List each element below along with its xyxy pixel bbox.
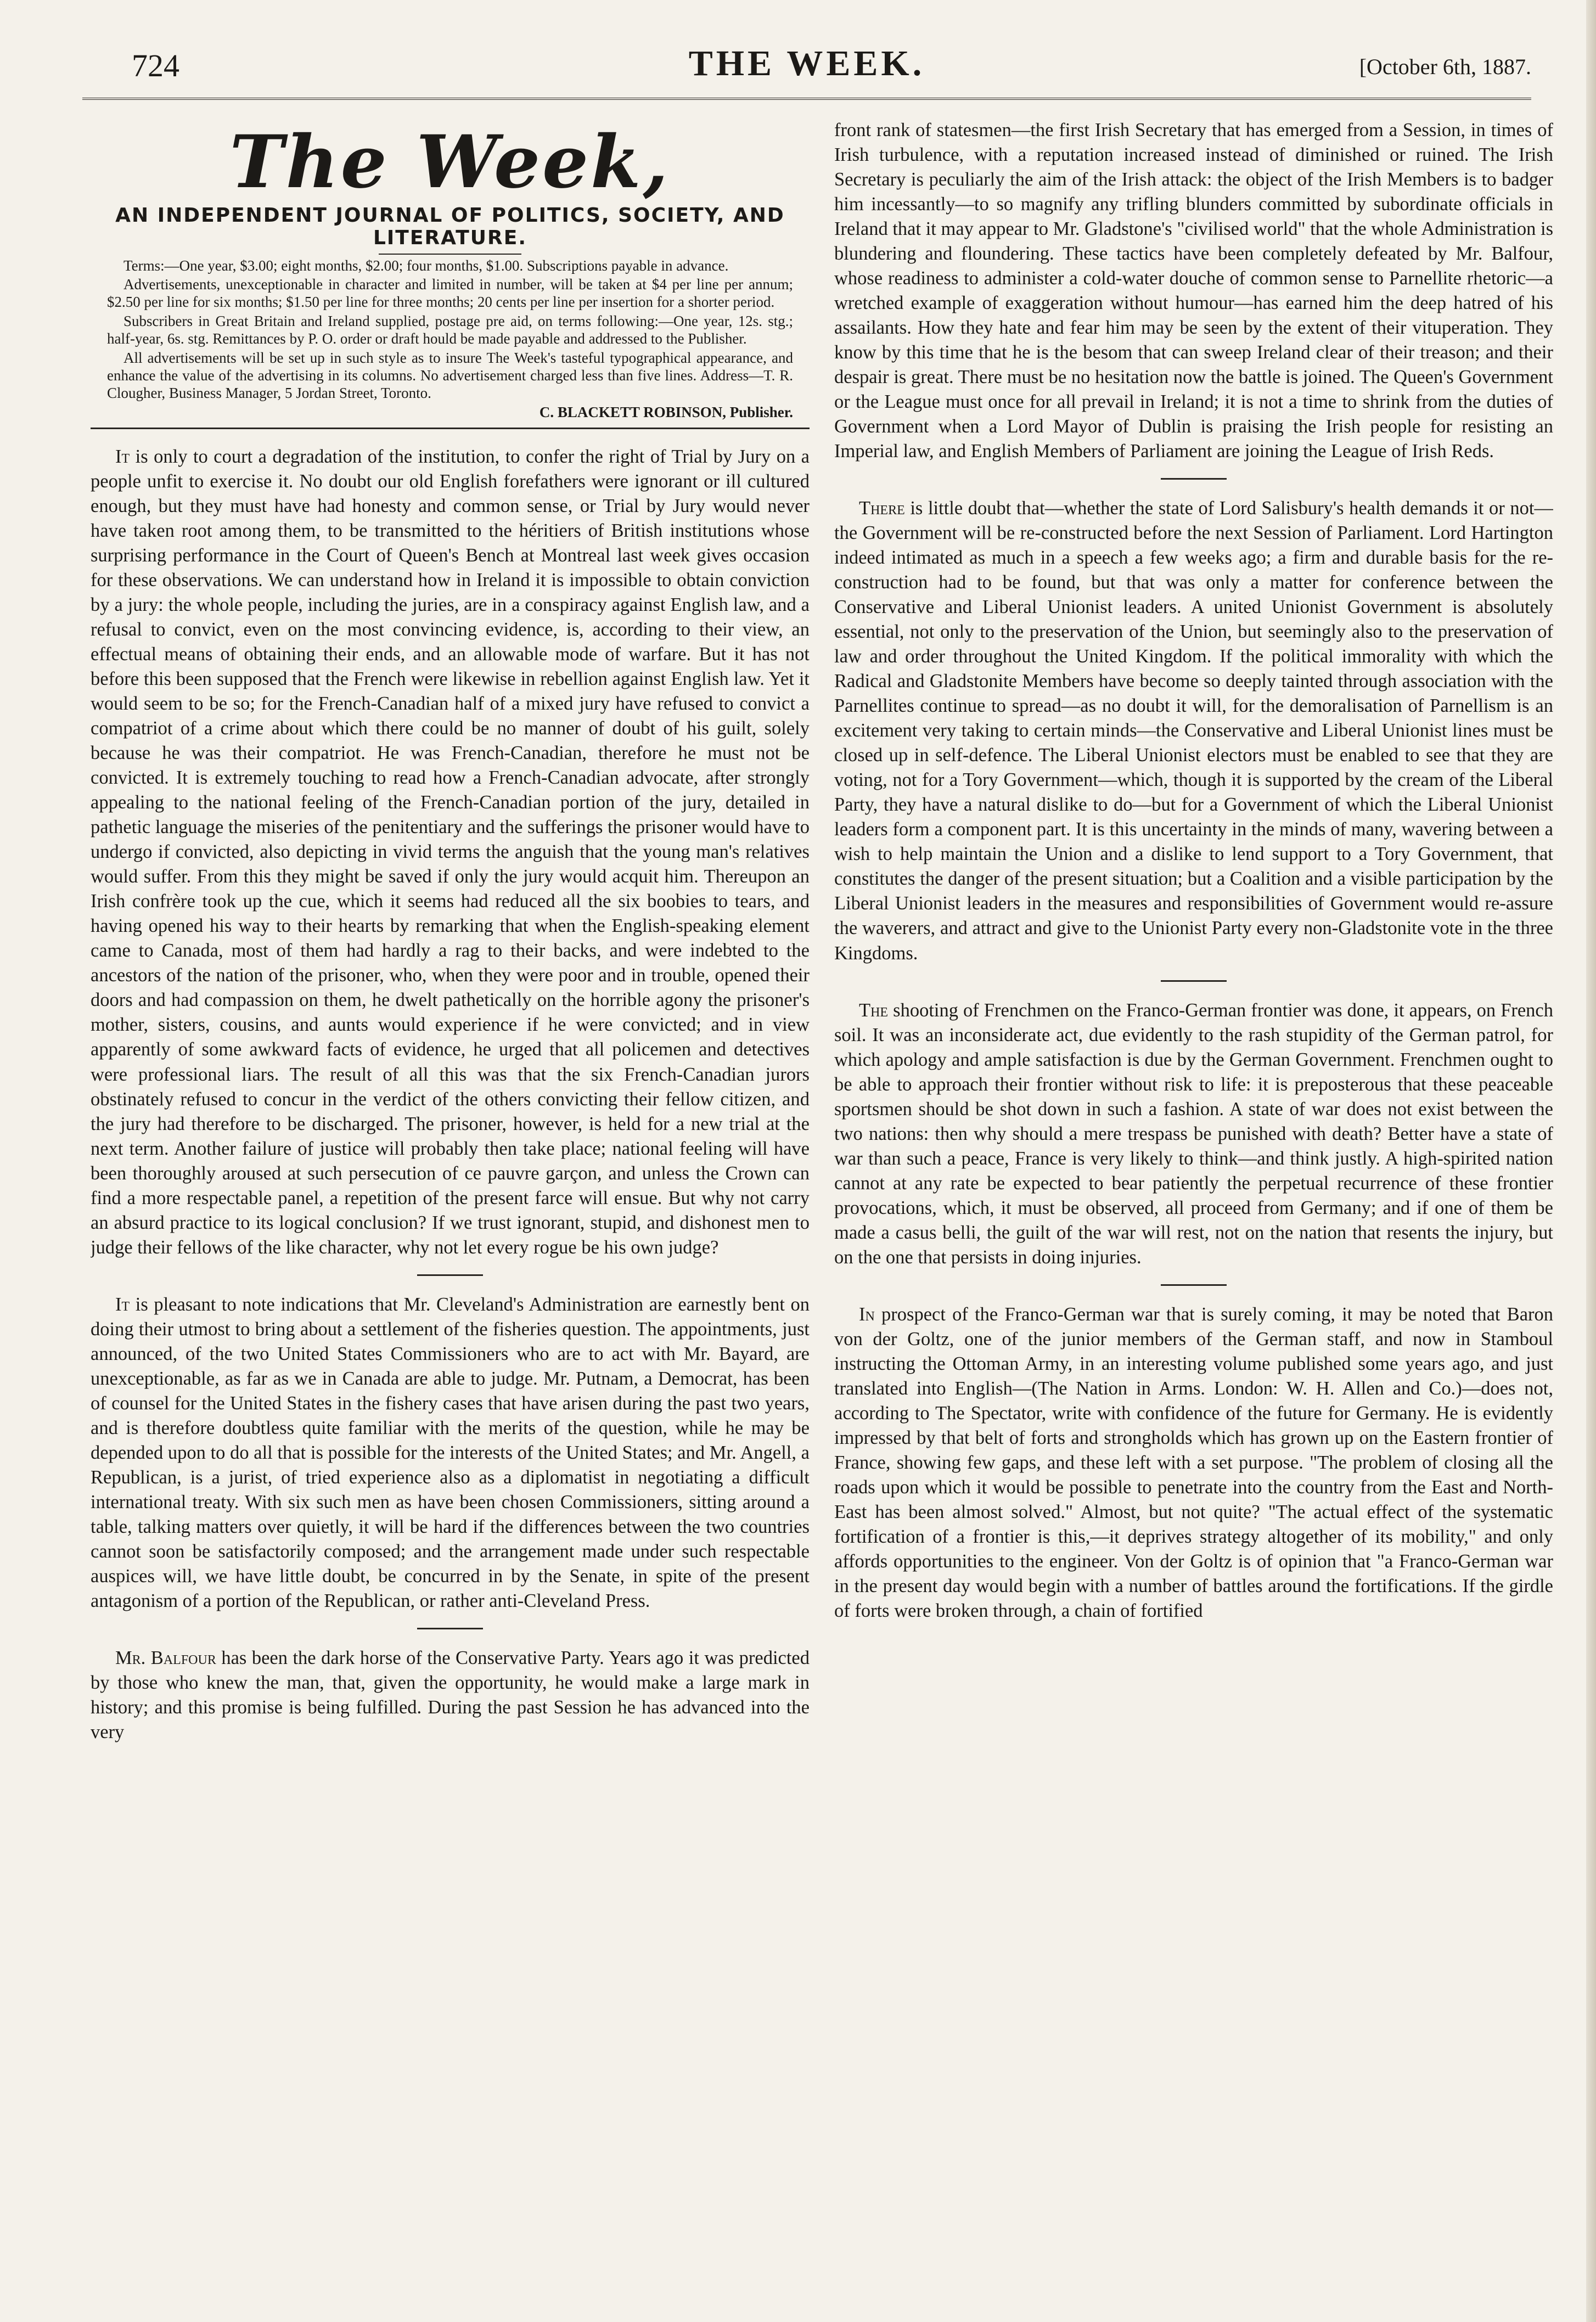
masthead-subtitle: AN INDEPENDENT JOURNAL OF POLITICS, SOCIETY, AND LITERATURE. [115, 204, 785, 249]
article-fisheries [91, 1292, 810, 1613]
running-title: THE WEEK. [688, 43, 925, 83]
article-frontier [834, 998, 1553, 1270]
terms-notice: All advertisements will be set up in such style as to insure The Week's tasteful typographical appearance, and enhance the value of the advertising in its columns. No advertisement charged less than five lines. Address—T. R. Clougher, Business Manager, 5 Jordan Street, Toronto. [107, 349, 793, 402]
article-jury [91, 445, 810, 1260]
article-goltz [834, 1302, 1553, 1623]
article-divider [417, 1274, 483, 1276]
article-lead: There [859, 498, 905, 519]
publisher-name: C. BLACKETT ROBINSON, Publisher. [539, 403, 793, 420]
article-divider [1161, 1284, 1227, 1286]
article-lead: It [115, 1294, 130, 1315]
article-text: shooting of Frenchmen on the Franco-German frontier was done, it appears, on French soil. It was an inconsiderate act, due evidently to the rash stupidity of the German patrol, for which apology and ample satisfaction is due by the German Government. Frenchmen ought to be able to approach their frontier without risk to life: it is preposterous that these peaceable sportsmen should be shot down in such a fashion. A state of war does not exist between the two nations: then why should a mere trespass be punished with death? Better have a state of war than such a peace, France is very likely to think—and think justly. A high-spirited nation cannot at any rate be expected to bear patiently the perpetual recurrence of these frontier provocations, which, it must be observed, all proceed from Germany; and if one of them be made a casus belli, the guilt of the war will rest, not on the nation that resents the injury, but on the one that persists in doing injuries. [834, 999, 1553, 1268]
article-lead: The [859, 999, 889, 1021]
masthead-rule [379, 254, 521, 255]
article-balfour [91, 1646, 810, 1745]
terms-subscription: Terms:—One year, $3.00; eight months, $2.00; four months, $1.00. Subscriptions payable in advance. [123, 257, 729, 274]
masthead [91, 120, 810, 255]
article-text: is pleasant to note indications that Mr. Cleveland's Administration are earnestly bent on doing their utmost to bring about a settlement of the fisheries question. The appointments, just announced, of the two United States Commissioners who are to act with Mr. Bayard, are unexceptionable, as far as we in Canada are able to judge. Mr. Putnam, a Democrat, has been of counsel for the United States in the fishery cases that have arisen during the past two years, and is therefore doubtless quite familiar with the merits of the question, while he may be depended upon to do all that is possible for the interests of the United States; and Mr. Angell, a Republican, is a jurist, of tried experience also as a diplomatist in negotiating a difficult international treaty. With six such men as have been chosen Commissioners, sitting around a table, talking matters over quietly, it will be hard if the differences between the two countries cannot soon be satisfactorily composed; and the arrangement made under such respectable auspices will, we have little doubt, be concurred in by the Senate, in spite of the present antagonism of a portion of the Republican, or rather anti-Cleveland Press. [91, 1294, 810, 1611]
publisher-line [107, 403, 793, 421]
article-government [834, 496, 1553, 965]
article-text: is only to court a degradation of the institution, to confer the right of Trial by Jury on a people unfit to exercise it. No doubt our old English forefathers were ignorant or ill cultured enough, but they must have had honesty and common sense, or Trial by Jury would never have taken root among them, to be transmitted to the héritiers of British institutions whose surprising performance in the Court of Queen's Bench at Montreal last week gives occasion for these observations. We can understand how in Ireland it is impossible to obtain conviction by a jury: the whole people, including the juries, are in a conspiracy against English law, and a refusal to convict, even on the most convincing evidence, is, according to their view, an effectual means of obtaining their ends, and an allowable mode of warfare. But it has not before this been supposed that the French were likewise in rebellion against English law. Yet it would seem to be so; for the French-Canadian half of a mixed jury have refused to convict a compatriot of a crime about which there could be no manner of doubt of his guilt, solely because he was their compatriot. He was French-Canadian, therefore he must not be convicted. It is extremely touching to read how a French-Canadian advocate, after strongly appealing to the national feeling of the French-Canadian portion of the jury, detailed in pathetic language the miseries of the penitentiary and the sufferings the prisoner would have to undergo if convicted, also depicting in vivid terms the anguish that the young man's relatives would suffer. From this they might be saved if only the jury would acquit him. Thereupon an Irish confrère took up the cue, which it seems had reduced all the six boobies to tears, and having opened his way to their hearts by remarking that when the English-speaking element came to Canada, most of them had hardly a rag to their backs, and were indebted to the ancestors of the nation of the prisoner, who, when they were poor and in trouble, opened their doors and had compassion on them, he dwelt pathetically on the horrible agony the prisoner's mother, sisters, cousins, and aunts would experience if he were convicted; and in view apparently of some awkward facts of evidence, he urged that all policemen and detectives were professional liars. The result of all this was that the six French-Canadian jurors obstinately refused to concur in the verdict of the others convicting their fellow citizen, and the jury had therefore to be discharged. The prisoner, however, is held for a new trial at the next term. Another failure of justice will probably then take place; national feeling will have been thoroughly aroused at such persecution of ce pauvre garçon, and unless the Crown can find a more respectable panel, a repetition of the present farce will ensue. But why not carry an absurd practice to its logical conclusion? If we trust ignorant, stupid, and dishonest men to judge their fellows of the like character, why not let every rogue be his own judge? [91, 446, 810, 1258]
page-header [82, 43, 1531, 100]
article-text: is little doubt that—whether the state of Lord Salisbury's health demands it or not—the Government will be re-constructed before the next Session of Parliament. Lord Hartington indeed intimated as much in a speech a few weeks ago; a firm and durable basis for the re-construction had to be found, but that was only a matter for conference between the Conservative and Liberal Unionist leaders. A united Unionist Government is absolutely essential, not only to the preservation of the Union, but seemingly also to the preservation of law and order throughout the United Kingdom. If the political immorality with which the Radical and Gladstonite Members have become so deeply tainted through association with the Parnellites continue to spread—as no doubt it will, for the demoralisation of Parnellism is an excitement very taking to certain minds—the Conservative and Liberal Unionist lines must be closed up in self-defence. The Liberal Unionist electors must be enabled to see that they are voting, not for a Tory Government—which, though it is supported by the cream of the Liberal Party, they have a natural dislike to do—but for a Government of which the Liberal Unionist leaders form a component part. It is this uncertainty in the minds of many, wavering between a wish to help maintain the Union and a dislike to lend support to a Tory Government, that constitutes the danger of the present situation; but a Coalition and a visible participation by the Liberal Unionist leaders in the measures and responsibilities of Government would re-assure the waverers, and attract and give to the Unionist Party every non-Gladstonite vote in the three Kingdoms. [834, 498, 1553, 964]
right-column [834, 118, 1553, 2291]
article-divider [417, 1628, 483, 1629]
page-number: 724 [132, 48, 179, 83]
masthead-bottom-rule [91, 428, 810, 429]
article-lead: In [859, 1303, 875, 1325]
article-text: front rank of statesmen—the first Irish Secretary that has emerged from a Session, in times of Irish turbulence, with a reputation increased instead of diminished or ruined. The Irish Secretary is peculiarly the aim of the Irish attack: the object of the Irish Members is to badger him incessantly—to so magnify any trifling blunders committed by subordinate officials in Ireland that it may appear to Mr. Gladstone's "civilised world" that the whole Administration is blundering and floundering. These tactics have been completely defeated by Mr. Balfour, whose readiness to administer a cold-water douche of common sense to Parnellite rhetoric—a wretched example of exaggeration without humour—has earned him the deep hatred of his assailants. How they hate and fear him may be seen by the extent of their vituperation. They know by this time that he is the besom that can sweep Ireland clear of their treason; and their despair is great. There must be no hesitation now the battle is joined. The Queen's Government or the League must once for all prevail in Ireland; it is not a time to shrink from the duties of Government when a Lord Mayor of Dublin is praising the Irish people for resisting an Imperial law, and English Members of Parliament are joining the League of Irish Reds. [834, 120, 1553, 462]
article-lead: It [115, 446, 130, 468]
article-text: has been the dark horse of the Conservative Party. Years ago it was predicted by those who knew the man, that, given the opportunity, he would make a large mark in history; and this promise is being fulfilled. During the past Session he has advanced into the very [91, 1647, 810, 1742]
issue-date: [October 6th, 1887. [1359, 54, 1531, 79]
page-edge [1586, 0, 1596, 2322]
terms-advertisements: Advertisements, unexceptionable in character and limited in number, will be taken at $4 per line per annum; $2.50 per line for six months; $1.50 per line for three months; 20 cents per line per insertion for a shorter period. [107, 276, 793, 311]
terms-block [107, 257, 793, 421]
terms-subscribers: Subscribers in Great Britain and Ireland supplied, postage pre aid, on terms following:—One year, 12s. stg.; half-year, 6s. stg. Remittances by P. O. order or draft hould be made payable and addressed to the Publisher. [107, 312, 793, 347]
article-divider [1161, 980, 1227, 982]
masthead-title: The Week, [229, 120, 671, 205]
article-lead: Mr. Balfour [115, 1647, 216, 1668]
article-divider [1161, 478, 1227, 480]
article-balfour-continued [834, 118, 1553, 464]
article-text: prospect of the Franco-German war that is surely coming, it may be noted that Baron von der Goltz, one of the junior members of the German staff, and now in Stamboul instructing the Ottoman Army, in an interesting volume published some years ago, and just translated into English—(The Nation in Arms. London: W. H. Allen and Co.)—does not, according to The Spectator, write with confidence of the future for Germany. He is evidently impressed by that belt of forts and strongholds which has grown up on the Eastern frontier of France, showing few gaps, and these left with a set purpose. "The problem of closing all the roads upon which it would be possible to penetrate into the country from the East and North-East has been almost solved." Almost, but not quite? "The actual effect of the systematic fortification of a frontier is this,—it deprives strategy altogether of its mobility," and only affords opportunities to the engineer. Von der Goltz is of opinion that "a Franco-German war in the present day would begin with a number of battles around the fortifications. If the girdle of forts were broken through, a chain of fortified [834, 1303, 1553, 1621]
left-column [91, 118, 810, 2291]
